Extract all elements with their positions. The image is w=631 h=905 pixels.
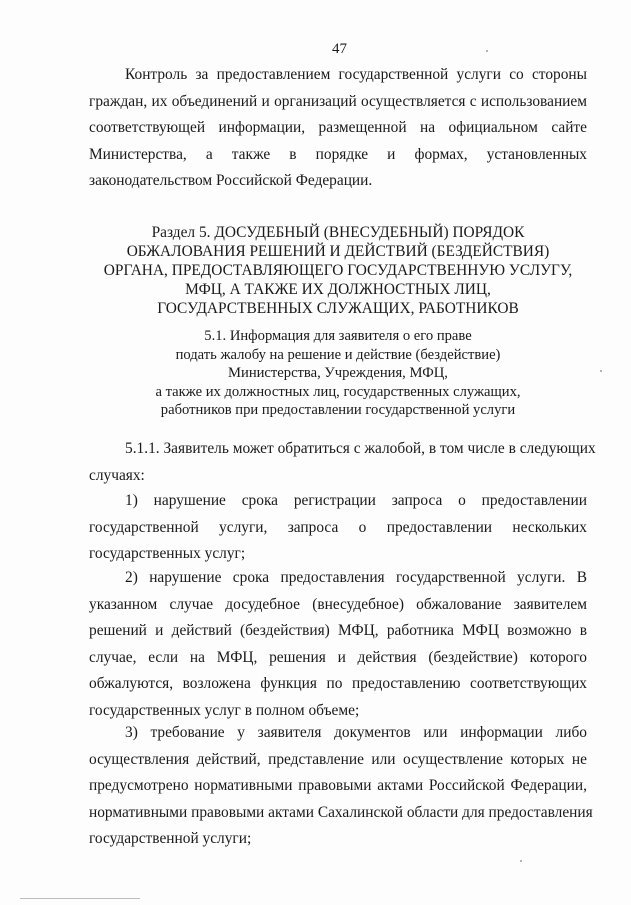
list-item-line: 3) требование у заявителя документов или информации либо [125,724,587,741]
list-item-line: государственных услуг; [89,545,246,563]
intro-line: граждан, их объединений и организаций осуществляется с использованием [89,92,587,110]
scan-edge-line [20,898,140,899]
list-item-2 [89,565,587,725]
list-item-line: государственной услуги, запроса о предоставлении нескольких [89,518,587,536]
list-item-1 [89,488,587,568]
scan-speck [520,860,522,862]
section-heading-line: ОРГАНА, ПРЕДОСТАВЛЯЮЩЕГО ГОСУДАРСТВЕННУЮ УСЛУГУ, [103,262,573,279]
section-heading-line: ОБЖАЛОВАНИЯ РЕШЕНИЙ И ДЕЙСТВИЙ (БЕЗДЕЙСТВИЯ) [126,243,550,260]
list-item-line: предусмотрено нормативными правовыми актами Российской Федерации, [89,777,587,795]
subsection-heading [89,327,587,420]
clause-5-1-1 [89,436,596,489]
list-item-line: обжалуются, возложена функция по предоставлению соответствующих [89,675,587,693]
subsection-heading-line: Министерства, Учреждения, МФЦ, [228,365,448,382]
list-item-line: осуществления действий, представление или осуществление которых не [89,750,587,768]
list-item-3 [89,720,593,853]
subsection-heading-line: работников при предоставлении государственной услуги [160,402,516,419]
list-item-line: государственных услуг в полном объеме; [89,701,360,719]
intro-line: Министерства, а также в порядке и формах, установленных [89,145,587,163]
subsection-heading-line: подать жалобу на решение и действие (бездействие) [175,346,501,363]
clause-line: 5.1.1. Заявитель может обратиться с жалобой, в том числе в следующих [125,440,596,457]
intro-line: законодательством Российской Федерации. [89,172,373,190]
subsection-heading-line: а также их должностных лиц, государственных служащих, [155,383,521,400]
intro-line: Контроль за предоставлением государственной услуги со стороны [125,66,587,83]
page-number: 47 [332,41,347,57]
list-item-line: случае, если на МФЦ, решения и действия (бездействие) которого [89,648,587,666]
list-item-line: указанном случае досудебное (внесудебное) обжалование заявителем [89,595,587,613]
scan-speck [486,50,488,52]
intro-line: соответствующей информации, размещенной на официальном сайте [89,119,587,137]
subsection-heading-line: 5.1. Информация для заявителя о его праве [204,328,472,344]
section-heading-line: ГОСУДАРСТВЕННЫХ СЛУЖАЩИХ, РАБОТНИКОВ [157,300,519,317]
scan-speck [600,370,602,372]
list-item-line: государственной услуги; [89,830,252,848]
list-item-line: нормативными правовыми актами Сахалинской области для предоставления [89,803,593,821]
list-item-line: 2) нарушение срока предоставления государственной услуги. В [125,569,587,586]
section-heading-line: Раздел 5. ДОСУДЕБНЫЙ (ВНЕСУДЕБНЫЙ) ПОРЯДОК [151,224,525,241]
list-item-line: 1) нарушение срока регистрации запроса о предоставлении [125,492,587,509]
clause-line: случаях: [89,466,145,484]
section-heading [89,223,587,318]
list-item-line: решений и действий (бездействия) МФЦ, работника МФЦ возможно в [89,622,587,640]
intro-paragraph [89,62,587,195]
section-heading-line: МФЦ, А ТАКЖЕ ИХ ДОЛЖНОСТНЫХ ЛИЦ, [185,281,491,298]
